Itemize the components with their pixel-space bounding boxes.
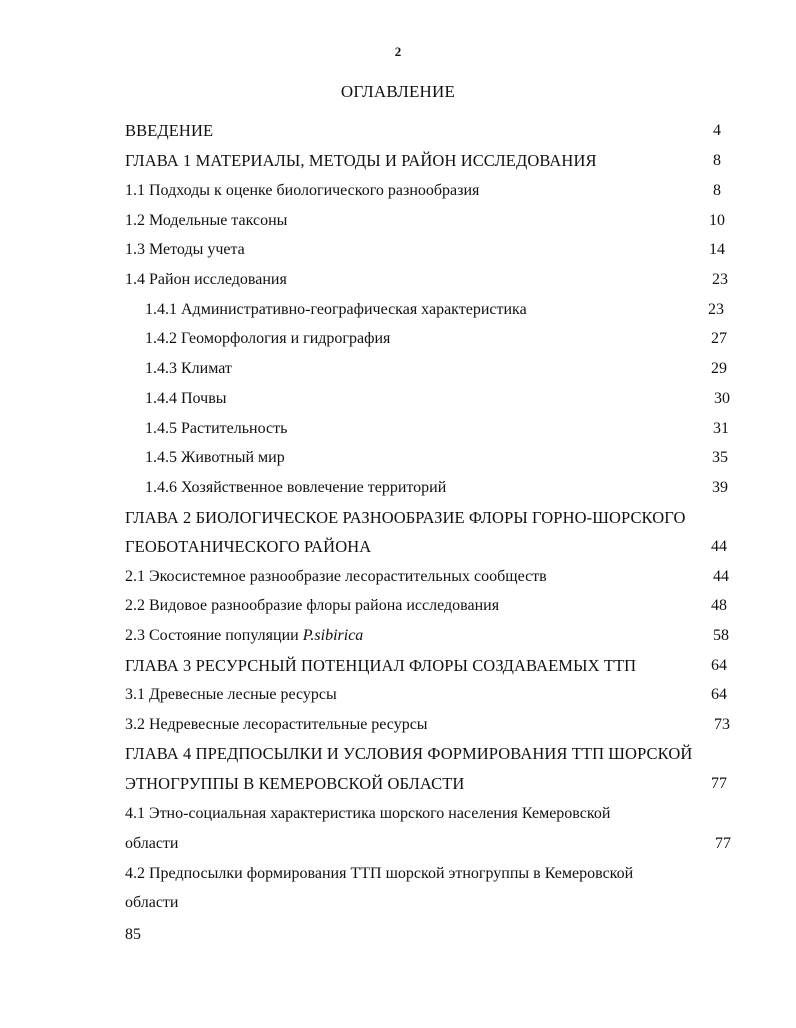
toc-entry-text: области (125, 894, 179, 911)
toc-entry-text: ГЛАВА 1 МАТЕРИАЛЫ, МЕТОДЫ И РАЙОН ИССЛЕДОВАНИЯ (125, 151, 597, 170)
toc-entry-text: 1.4.2 Геоморфология и гидрография (145, 330, 391, 347)
toc-entry-text: 1.4.3 Климат (145, 360, 232, 377)
toc-entry-page: 64 (711, 657, 727, 674)
toc-entry-4-2-continued[interactable] (0, 891, 796, 915)
toc-entry-text: ГЛАВА 2 БИОЛОГИЧЕСКОЕ РАЗНООБРАЗИЕ ФЛОРЫ ГОРНО-ШОРСКОГО (125, 508, 686, 527)
toc-entry-text-main: 2.3 Состояние популяции (125, 627, 303, 644)
toc-entry-page: 8 (713, 152, 721, 169)
toc-entry-text: ЭТНОГРУППЫ В КЕМЕРОВСКОЙ ОБЛАСТИ (125, 774, 465, 793)
toc-entry-page: 4 (713, 122, 721, 139)
toc-entry-text: 1.4.6 Хозяйственное вовлечение территорий (145, 479, 447, 496)
toc-entry-page: 73 (714, 716, 730, 733)
toc-entry-text: 1.4.5 Растительность (145, 420, 288, 437)
toc-entry-text: 1.4.5 Животный мир (145, 449, 285, 466)
toc-entry-chapter-3[interactable] (0, 654, 796, 678)
toc-entry-text: ГЕОБОТАНИЧЕСКОГО РАЙОНА (125, 537, 372, 556)
toc-entry-1-1[interactable] (0, 179, 796, 203)
toc-entry-page: 14 (709, 241, 725, 258)
toc-entry-text: 1.4 Район исследования (125, 271, 287, 288)
toc-entry-4-1[interactable] (0, 802, 796, 826)
toc-entry-text: ГЛАВА 4 ПРЕДПОСЫЛКИ И УСЛОВИЯ ФОРМИРОВАНИЯ ТТП ШОРСКОЙ (125, 744, 693, 763)
toc-entry-text: 4.1 Этно-социальная характеристика шорского населения Кемеровской (125, 805, 611, 822)
toc-entry-text: 4.2 Предпосылки формирования ТТП шорской этногруппы в Кемеровской (125, 865, 634, 882)
toc-entry-page: 77 (715, 835, 731, 852)
toc-entry-4-1-continued[interactable] (0, 832, 796, 856)
toc-entry-1-4-4[interactable] (0, 387, 796, 411)
toc-entry-page: 85 (125, 926, 141, 943)
toc-entry-text: 3.2 Недревесные лесорастительные ресурсы (125, 716, 428, 733)
toc-entry-1-4-6[interactable] (0, 476, 796, 500)
page-number: 2 (394, 44, 402, 59)
toc-entry-text: 3.1 Древесные лесные ресурсы (125, 686, 337, 703)
toc-entry-page: 23 (712, 271, 728, 288)
toc-entry-1-4-5-vegetation[interactable] (0, 417, 796, 441)
toc-entry-page: 44 (713, 568, 729, 585)
toc-entry-text: ВВЕДЕНИЕ (125, 121, 214, 140)
toc-entry-3-2[interactable] (0, 713, 796, 737)
toc-entry-text (125, 624, 363, 648)
toc-entry-chapter-2-continued[interactable] (0, 535, 796, 559)
toc-entry-page: 64 (711, 686, 727, 703)
toc-entry-text: 2.1 Экосистемное разнообразие лесорастительных сообществ (125, 568, 547, 585)
toc-entry-text: ГЛАВА 3 РЕСУРСНЫЙ ПОТЕНЦИАЛ ФЛОРЫ СОЗДАВАЕМЫХ ТТП (125, 656, 637, 675)
toc-entry-text: 1.1 Подходы к оценке биологического разнообразия (125, 182, 480, 199)
toc-entry-text: области (125, 835, 179, 852)
toc-entry-page: 44 (711, 538, 727, 555)
toc-entry-chapter-1[interactable] (0, 149, 796, 173)
toc-entry-page: 10 (709, 212, 725, 229)
toc-entry-3-1[interactable] (0, 683, 796, 707)
toc-entry-page: 31 (713, 420, 729, 437)
toc-entry-chapter-4[interactable] (0, 742, 796, 766)
toc-entry-page: 27 (711, 330, 727, 347)
toc-entry-text: 2.2 Видовое разнообразие флоры района исследования (125, 597, 500, 614)
toc-entry-4-2-page[interactable] (0, 923, 796, 947)
toc-entry-1-4[interactable] (0, 268, 796, 292)
toc-entry-2-2[interactable] (0, 594, 796, 618)
toc-entry-1-4-2[interactable] (0, 327, 796, 351)
toc-entry-1-2[interactable] (0, 209, 796, 233)
toc-entry-2-3[interactable] (0, 624, 796, 648)
toc-entry-page: 39 (712, 479, 728, 496)
toc-entry-text: 1.4.1 Административно-географическая характеристика (145, 301, 527, 318)
toc-entry-4-2[interactable] (0, 862, 796, 886)
toc-entry-page: 8 (713, 182, 721, 199)
toc-entry-chapter-4-continued[interactable] (0, 772, 796, 796)
toc-entry-1-4-3[interactable] (0, 357, 796, 381)
toc-entry-1-3[interactable] (0, 238, 796, 262)
toc-entry-1-4-5-fauna[interactable] (0, 446, 796, 470)
toc-entry-page: 48 (711, 597, 727, 614)
toc-entry-2-1[interactable] (0, 565, 796, 589)
species-name: P.sibirica (302, 627, 364, 644)
toc-entry-text: 1.4.4 Почвы (145, 390, 227, 407)
toc-entry-page: 29 (711, 360, 727, 377)
toc-entry-text: 1.3 Методы учета (125, 241, 245, 258)
toc-entry-page: 77 (711, 775, 727, 792)
toc-entry-page: 35 (712, 449, 728, 466)
toc-entry-introduction[interactable] (0, 119, 796, 143)
page-title: ОГЛАВЛЕНИЕ (340, 82, 456, 101)
toc-entry-page: 58 (713, 627, 729, 644)
toc-entry-1-4-1[interactable] (0, 298, 796, 322)
toc-entry-page: 23 (708, 301, 724, 318)
toc-entry-page: 30 (714, 390, 730, 407)
toc-entry-text: 1.2 Модельные таксоны (125, 212, 288, 229)
toc-entry-chapter-2[interactable] (0, 506, 796, 530)
